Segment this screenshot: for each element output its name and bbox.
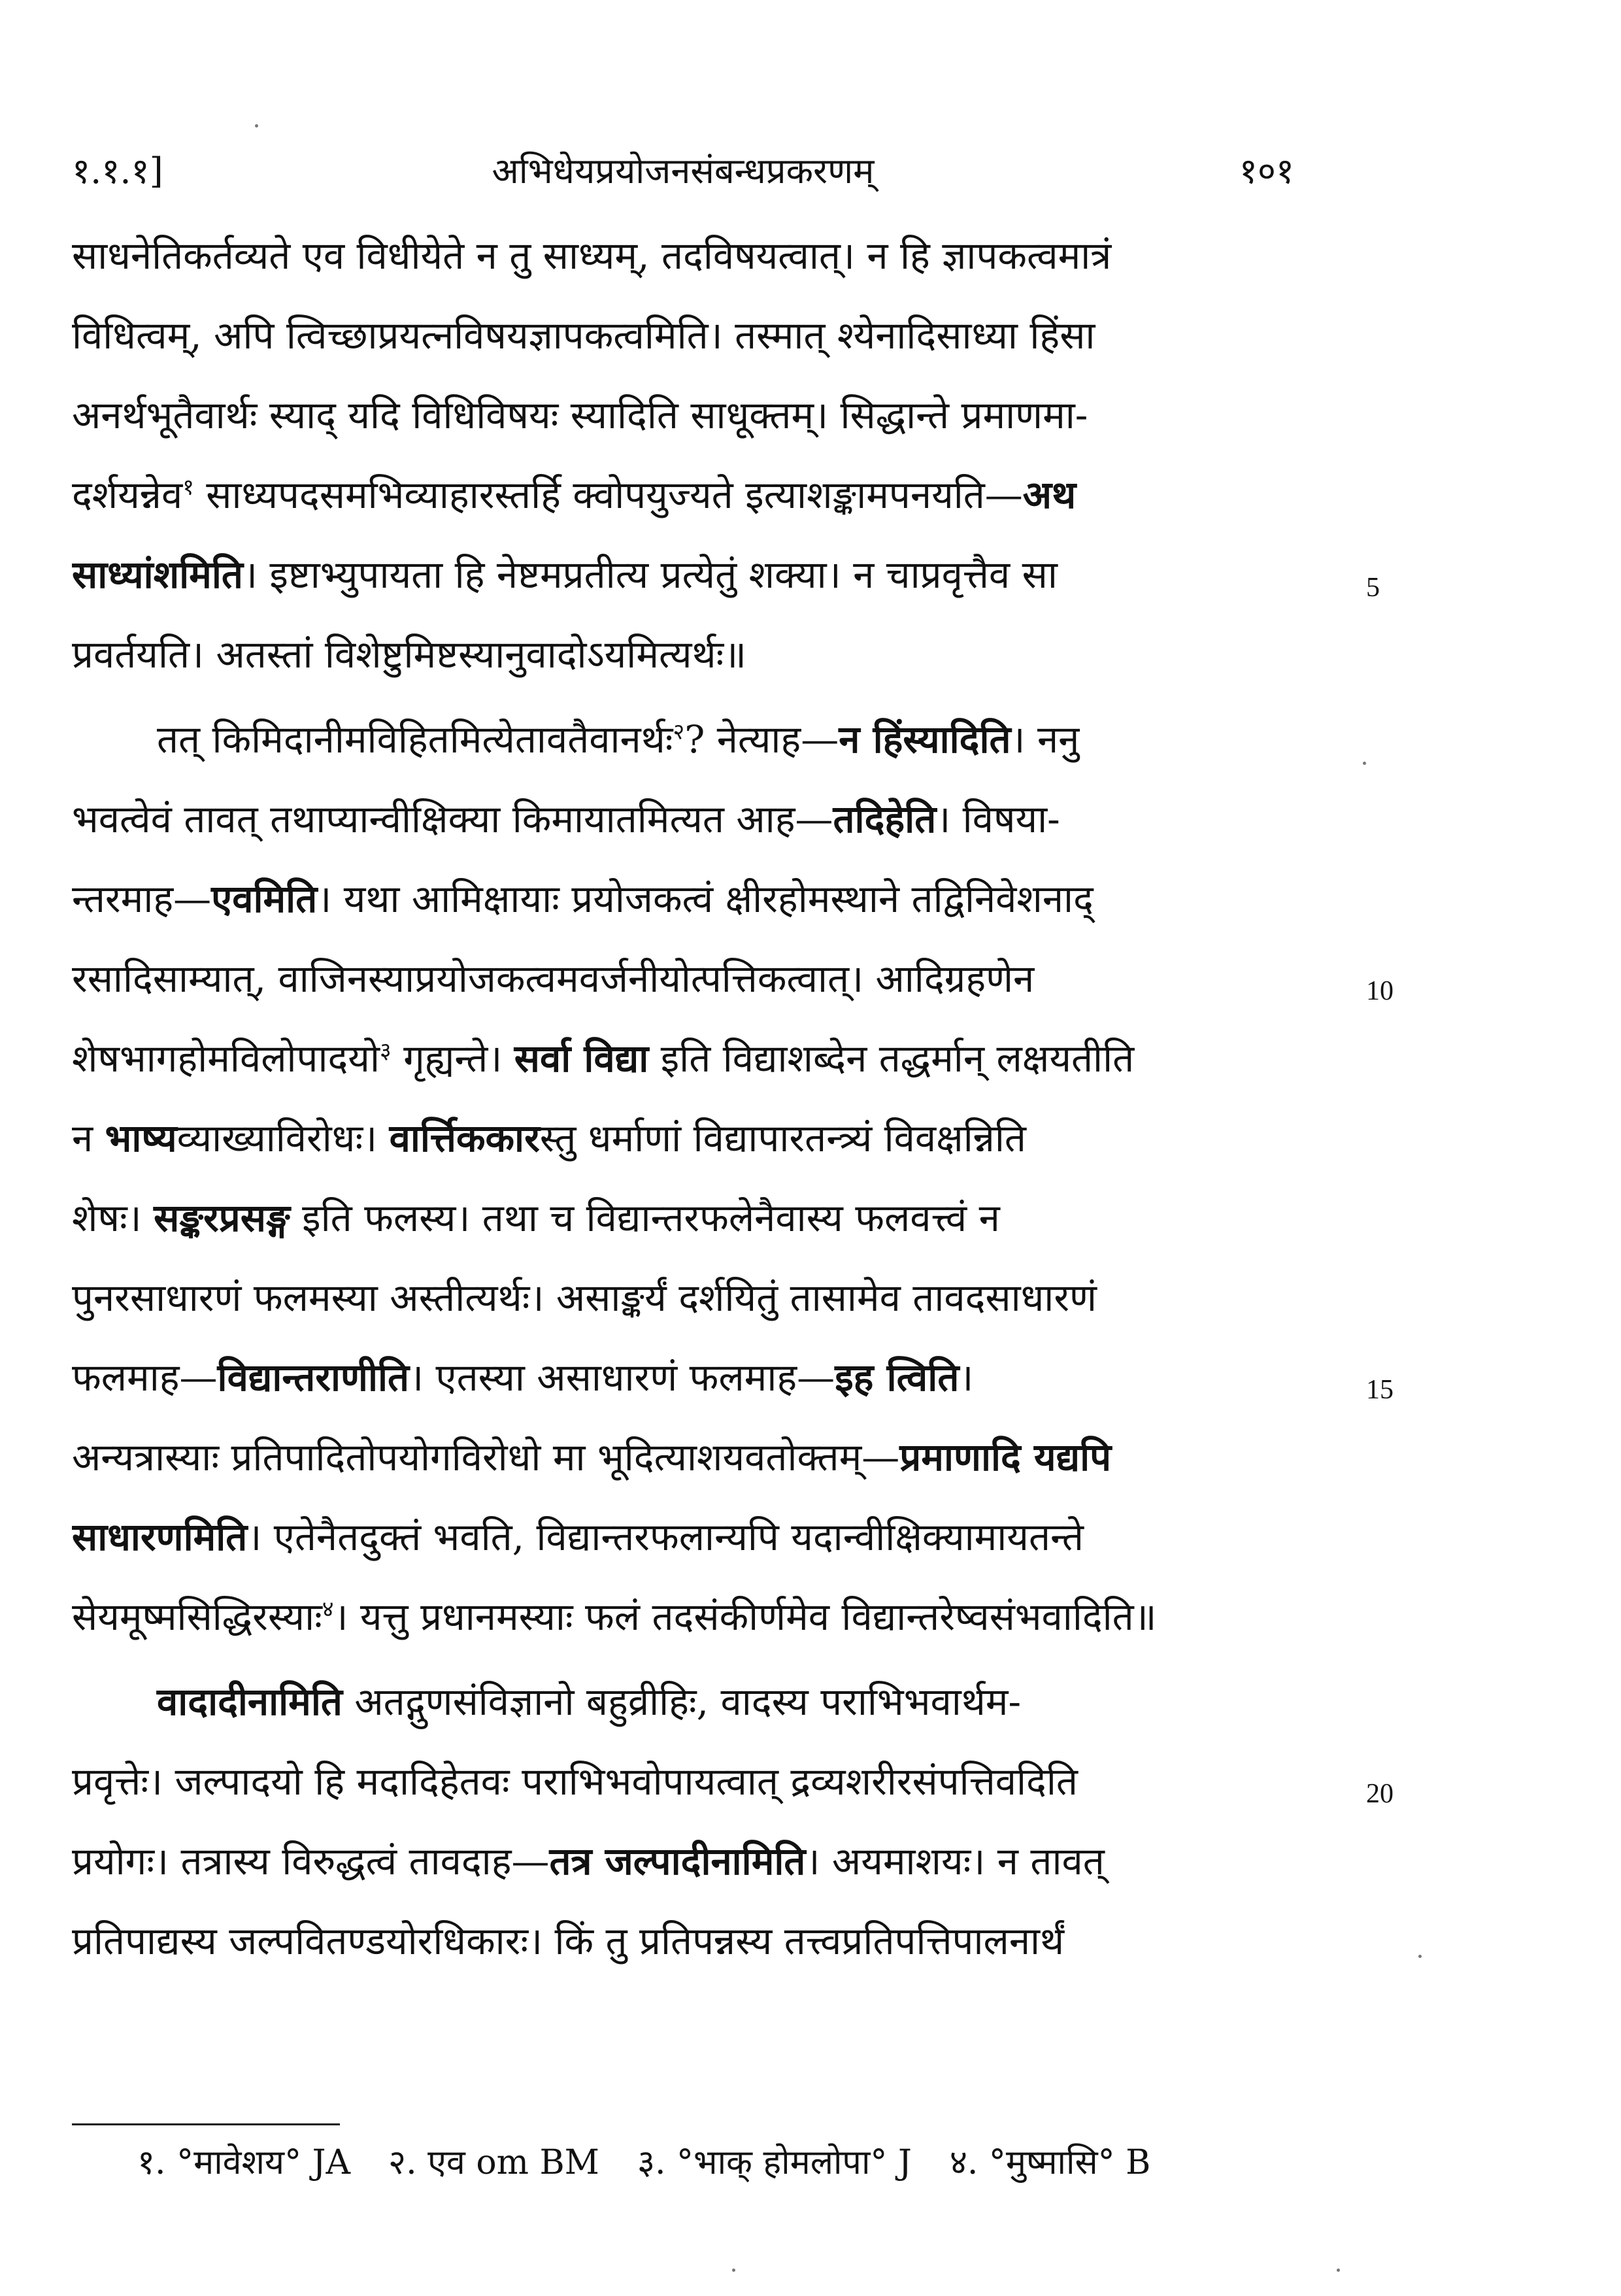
text-span: प्रवृत्तेः। जल्पादयो हि मदादिहेतवः पराभिभवोपायत्वात् द्रव्यशरीरसंपत्तिवदिति: [72, 1759, 1078, 1804]
text-line: [72, 1178, 1301, 1258]
text-line: [72, 1098, 1301, 1178]
footnote-marker: २: [673, 718, 685, 745]
text-span: अनर्थभूतैवार्थः स्याद् यदि विधिविषयः स्यादिति साधूक्तम्। सिद्धान्ते प्रमाणमा-: [72, 393, 1088, 437]
text-span: ? नेत्याह—: [684, 717, 839, 762]
text-span: तत् किमिदानीमविहितमित्येतावतैवानर्थः: [157, 717, 673, 762]
text-line: [72, 455, 1301, 535]
text-line: [72, 615, 1301, 694]
text-span: शेषः।: [72, 1196, 154, 1240]
chapter-title: अभिधेयप्रयोजनसंबन्धप्रकरणम्: [492, 150, 875, 192]
text-line: [72, 535, 1301, 615]
lemma: भाष्य: [105, 1116, 177, 1160]
lemma: तत्र जल्पादीनामिति: [549, 1839, 806, 1883]
lemma: न हिंस्यादिति: [839, 717, 1011, 762]
lemma: सङ्करप्रसङ्ग: [154, 1196, 290, 1240]
footnote-2: २. एव om BM: [388, 2143, 599, 2182]
footnote-3: ३. °भाक् होमलोपा° J: [637, 2143, 912, 2182]
line-number-20: 20: [1366, 1779, 1394, 1809]
line-number-15: 15: [1366, 1375, 1394, 1405]
text-span: प्रवर्तयति। अतस्तां विशेष्टुमिष्टस्यानुवादोऽयमित्यर्थः॥: [72, 632, 746, 677]
text-span: साध्यपदसमभिव्याहारस्तर्हि क्वोपयुज्यते इत्याशङ्कामपनयति—: [193, 473, 1023, 517]
text-line: [72, 1338, 1301, 1417]
text-line: [72, 1019, 1301, 1098]
text-span: इति फलस्य। तथा च विद्यान्तरफलेनैवास्य फलवत्त्वं न: [290, 1196, 1000, 1240]
text-span: प्रयोगः। तत्रास्य विरुद्धत्वं तावदाह—: [72, 1839, 550, 1883]
text-line: [72, 216, 1301, 295]
text-span: । विषया-: [936, 797, 1060, 841]
lemma: तदिहेति: [833, 797, 937, 841]
footnote-marker: ४: [322, 1596, 334, 1623]
text-line: [72, 1742, 1301, 1821]
text-span: दर्शयन्नेव: [72, 473, 183, 517]
commentary-text: [72, 216, 1301, 1981]
text-span: न: [72, 1116, 105, 1160]
text-line: [72, 295, 1301, 375]
lemma: विद्यान्तराणीति: [217, 1355, 410, 1400]
text-span: ।: [959, 1355, 974, 1400]
scan-speck: [1418, 1955, 1422, 1958]
scan-speck: [255, 124, 258, 127]
text-span: न्तरमाह—: [72, 877, 212, 921]
lemma: वादादीनामिति: [157, 1680, 343, 1724]
text-span: स्तु धर्माणां विद्यापारतन्त्र्यं विवक्षन्निति: [539, 1116, 1026, 1160]
footnote-rule: [72, 2123, 340, 2125]
text-span: भवत्वेवं तावत् तथाप्यान्वीक्षिक्या किमायातमित्यत आह—: [72, 797, 833, 841]
text-span: प्रतिपाद्यस्य जल्पवितण्डयोरधिकारः। किं तु प्रतिपन्नस्य तत्त्वप्रतिपत्तिपालनार्थं: [72, 1919, 1065, 1963]
text-line: [72, 375, 1301, 455]
text-span: इति विद्याशब्देन तद्धर्मान् लक्षयतीति: [648, 1036, 1135, 1081]
scan-speck: [732, 2269, 735, 2272]
text-line: [72, 939, 1301, 1019]
lemma: साधारणमिति: [72, 1515, 248, 1559]
text-span: अन्यत्रास्याः प्रतिपादितोपयोगविरोधो मा भूदित्याशयवतोक्तम्—: [72, 1435, 900, 1479]
footnotes: [137, 2138, 1301, 2197]
text-span: । इष्टाभ्युपायता हि नेष्टमप्रतीत्य प्रत्येतुं शक्या। न चाप्रवृत्तैव सा: [242, 552, 1058, 597]
text-line: [72, 1901, 1301, 1981]
lemma: सर्वा विद्या: [514, 1036, 649, 1081]
footnote-marker: ३: [379, 1038, 392, 1064]
text-line: [72, 1821, 1301, 1901]
text-span: व्याख्याविरोधः।: [176, 1116, 390, 1160]
text-span: फलमाह—: [72, 1355, 218, 1400]
text-line: [72, 859, 1301, 939]
text-span: साधनेतिकर्तव्यते एव विधीयेते न तु साध्यम्, तदविषयत्वात्। न हि ज्ञापकत्वमात्रं: [72, 233, 1112, 278]
scan-speck: [1337, 2269, 1340, 2272]
text-line: [72, 1258, 1301, 1338]
text-line: [72, 1497, 1301, 1577]
text-span: । यत्तु प्रधानमस्याः फलं तदसंकीर्णमेव विद्यान्तरेष्वसंभवादिति॥: [333, 1595, 1157, 1639]
lemma: प्रमाणादि यद्यपि: [899, 1435, 1112, 1479]
text-span: सेयमूष्मसिद्धिरस्याः: [72, 1595, 322, 1639]
text-line: [72, 1417, 1301, 1497]
footnote-marker: १: [182, 474, 194, 501]
section-reference: १.१.१]: [72, 150, 163, 192]
page-number: १०१: [1239, 150, 1294, 192]
text-span: । यथा आमिक्षायाः प्रयोजकत्वं क्षीरहोमस्थाने तद्विनिवेशनाद्: [317, 877, 1094, 921]
text-span: । एतेनैतदुक्तं भवति, विद्यान्तरफलान्यपि यदान्वीक्षिक्यामायतन्ते: [247, 1515, 1084, 1559]
lemma: साध्यांशमिति: [72, 552, 243, 597]
running-head: [72, 145, 1294, 197]
text-line: [72, 1662, 1301, 1742]
lemma: इह त्विति: [835, 1355, 960, 1400]
footnote-1: १. °मावेशय° JA: [137, 2143, 351, 2182]
text-span: पुनरसाधारणं फलमस्या अस्तीत्यर्थः। असाङ्कर्यं दर्शयितुं तासामेव तावदसाधारणं: [72, 1275, 1097, 1320]
footnote-4: ४. °मुष्मासि° B: [949, 2143, 1151, 2182]
text-span: विधित्वम्, अपि त्विच्छाप्रयत्नविषयज्ञापकत्वमिति। तस्मात् श्येनादिसाध्या हिंसा: [72, 313, 1095, 358]
lemma: वार्त्तिककार: [389, 1116, 540, 1160]
text-line: [72, 700, 1301, 779]
lemma: एवमिति: [211, 877, 318, 921]
text-span: । ननु: [1011, 717, 1080, 762]
line-number-5: 5: [1366, 573, 1380, 603]
text-span: शेषभागहोमविलोपादयो: [72, 1036, 380, 1081]
text-span: गृह्यन्ते।: [391, 1036, 514, 1081]
line-number-10: 10: [1366, 976, 1394, 1006]
lemma: अथ: [1022, 473, 1077, 517]
text-span: अतद्गुणसंविज्ञानो बहुव्रीहिः, वादस्य पराभिभवार्थम-: [342, 1680, 1022, 1724]
scan-speck: [1363, 762, 1366, 765]
text-span: । अयमाशयः। न तावत्: [805, 1839, 1105, 1883]
text-span: । एतस्या असाधारणं फलमाह—: [409, 1355, 835, 1400]
text-line: [72, 1577, 1301, 1657]
text-line: [72, 779, 1301, 859]
text-span: रसादिसाम्यात्, वाजिनस्याप्रयोजकत्वमवर्जनीयोत्पत्तिकत्वात्। आदिग्रहणेन: [72, 956, 1035, 1001]
